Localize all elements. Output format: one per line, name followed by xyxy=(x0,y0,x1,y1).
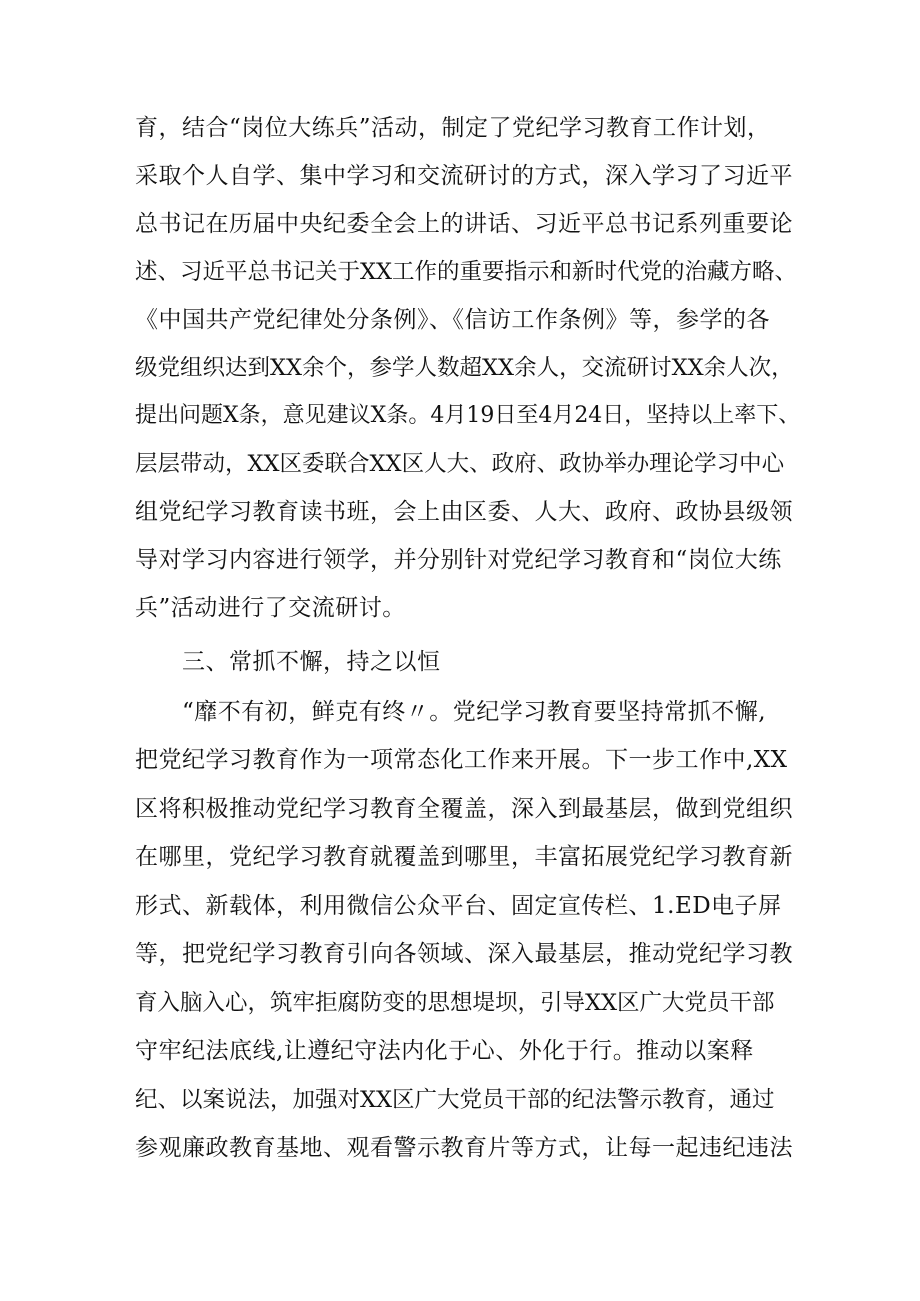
paragraph-2-line-10: 参观廉政教育基地、观看警示教育片等方式，让每一起违纪违法 xyxy=(135,1135,793,1161)
paragraph-2-line-8: 守牢纪法底线,让遵纪守法内化于心、外化于行。推动以案释 xyxy=(135,1038,754,1064)
paragraph-1-line-7: 提出问题X条，意见建议X条。4月19日至4月24日，坚持以上率下、 xyxy=(135,403,801,428)
paragraph-1-line-6: 级党组织达到XX余个，参学人数超XX余人，交流研讨XX余人次， xyxy=(135,355,794,381)
paragraph-1-line-5: 《中国共产党纪律处分条例》、《信访工作条例》等，参学的各 xyxy=(135,307,770,333)
paragraph-1-line-8: 层层带动，XX区委联合XX区人大、政府、政协举办理论学习中心 xyxy=(135,451,785,477)
paragraph-2-line-7: 育入脑入心，筑牢拒腐防变的思想堤坝，引导XX区广大党员干部 xyxy=(135,990,775,1016)
section-3-heading: 三、常抓不懈，持之以恒 xyxy=(182,649,441,675)
paragraph-2-line-6: 等，把党纪学习教育引向各领域、深入最基层，推动党纪学习教 xyxy=(135,941,793,967)
paragraph-2-line-4: 在哪里，党纪学习教育就覆盖到哪里，丰富拓展党纪学习教育新 xyxy=(135,844,793,870)
paragraph-1-line-10: 导对学习内容进行领学，并分别针对党纪学习教育和“岗位大练 xyxy=(135,547,782,573)
paragraph-1-line-4: 述、习近平总书记关于XX工作的重要指示和新时代党的治藏方略、 xyxy=(135,259,798,285)
paragraph-2-line-5: 形式、新载体，利用微信公众平台、固定宣传栏、1.ED电子屏 xyxy=(135,893,782,919)
paragraph-1-line-1: 育，结合“岗位大练兵”活动，制定了党纪学习教育工作计划， xyxy=(135,115,771,141)
paragraph-1-line-9: 组党纪学习教育读书班，会上由区委、人大、政府、政协县级领 xyxy=(135,499,793,525)
paragraph-2-line-1: “靡不有初，鲜克有终〃。党纪学习教育要坚持常抓不懈, xyxy=(182,699,767,725)
paragraph-2-line-2: 把党纪学习教育作为一项常态化工作来开展。下一步工作中,XX xyxy=(135,747,788,773)
paragraph-1-line-2: 采取个人自学、集中学习和交流研讨的方式，深入学习了习近平 xyxy=(135,163,793,189)
paragraph-2-line-3: 区将积极推动党纪学习教育全覆盖，深入到最基层，做到党组织 xyxy=(135,796,793,822)
paragraph-2-line-9: 纪、以案说法，加强对XX区广大党员干部的纪法警示教育，通过 xyxy=(135,1087,775,1113)
paragraph-1-line-3: 总书记在历届中央纪委全会上的讲话、习近平总书记系列重要论 xyxy=(135,211,793,237)
paragraph-1-line-11: 兵”活动进行了交流研讨。 xyxy=(135,595,406,621)
